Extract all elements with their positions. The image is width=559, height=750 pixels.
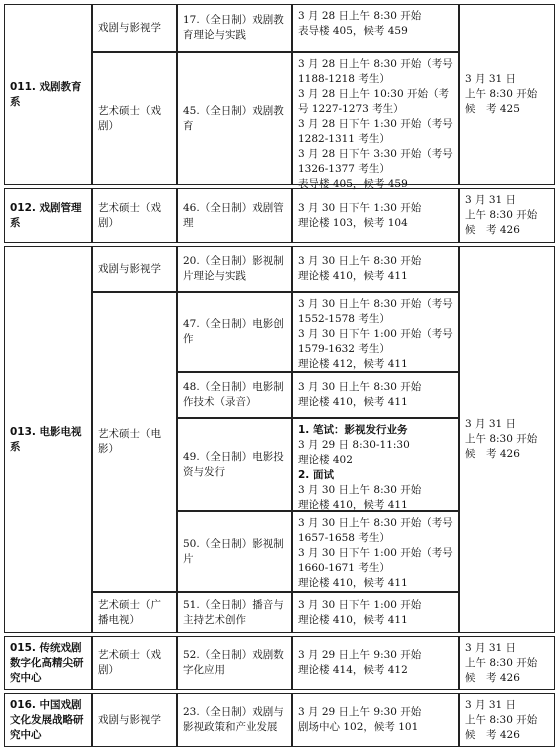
dept-cell [4, 4, 92, 185]
major-cell: 艺术硕士（戏剧） [92, 52, 177, 185]
exam-info-cell: 3 月 30 日上午 8:30 开始 理论楼 410，候考 411 [292, 246, 459, 292]
direction-cell: 47.（全日制）电影创作 [177, 292, 292, 372]
exam-info-cell: 3 月 28 日上午 8:30 开始（考号 1188-1218 考生） 3 月 28 日上午 10:30 开始（考号 1227-1273 考生） 3 月 28 日下午 1:30 开始（考号 1282-1311 考生） 3 月 28 日下午 3:30 开始（考号 1326-1377 考生） 表导楼 405，候考 459 [292, 52, 459, 185]
exam-info-cell: 3 月 28 日上午 8:30 开始 表导楼 405，候考 459 [292, 4, 459, 52]
interview-cell: 3 月 31 日 上午 8:30 开始 候 考 426 [459, 246, 555, 633]
direction-cell: 49.（全日制）电影投资与发行 [177, 418, 292, 511]
dept-cell [4, 636, 92, 690]
exam-info-cell: 3 月 30 日下午 1:30 开始 理论楼 103，候考 104 [292, 188, 459, 243]
interview-cell: 3 月 31 日 上午 8:30 开始 候 考 426 [459, 693, 555, 747]
major-cell: 艺术硕士（电影） [92, 292, 177, 592]
dept-name: 015. 传统戏剧数字化高精尖研究中心 [10, 641, 84, 684]
interview-cell: 3 月 31 日 上午 8:30 开始 候 考 426 [459, 188, 555, 243]
dept-cell [4, 246, 92, 633]
direction-cell: 51.（全日制）播音与主持艺术创作 [177, 592, 292, 633]
exam-info-cell: 1. 笔试：影视发行业务 3 月 29 日 8:30-11:30 理论楼 402 2. 面试 3 月 30 日上午 8:30 开始 理论楼 410，候考 411 [292, 418, 459, 511]
major-cell: 艺术硕士（广播电视） [92, 592, 177, 633]
direction-cell: 48.（全日制）电影制作技术（录音） [177, 372, 292, 418]
exam-info-cell: 3 月 30 日下午 1:00 开始 理论楼 410，候考 411 [292, 592, 459, 633]
direction-cell: 23.（全日制）戏剧与影视政策和产业发展 [177, 693, 292, 747]
exam-info-cell: 3 月 29 日上午 9:30 开始 理论楼 414，候考 412 [292, 636, 459, 690]
schedule-table [4, 4, 555, 747]
direction-cell: 17.（全日制）戏剧教育理论与实践 [177, 4, 292, 52]
dept-name: 013. 电影电视系 [10, 425, 82, 453]
dept-cell [4, 693, 92, 747]
dept-cell [4, 188, 92, 243]
interview-heading: 2. 面试 [298, 469, 334, 481]
major-cell: 戏剧与影视学 [92, 4, 177, 52]
interview-cell: 3 月 31 日 上午 8:30 开始 候 考 425 [459, 4, 555, 185]
direction-cell: 52.（全日制）戏剧数字化应用 [177, 636, 292, 690]
direction-cell: 46.（全日制）戏剧管理 [177, 188, 292, 243]
written-exam-heading: 1. 笔试：影视发行业务 [298, 424, 408, 436]
exam-info-cell: 3 月 30 日上午 8:30 开始（考号 1657-1658 考生） 3 月 30 日下午 1:00 开始（考号 1660-1671 考生） 理论楼 410，候考 411 [292, 511, 459, 592]
dept-name: 012. 戏剧管理系 [10, 201, 82, 229]
direction-cell: 45.（全日制）戏剧教育 [177, 52, 292, 185]
major-cell: 戏剧与影视学 [92, 246, 177, 292]
exam-info-cell: 3 月 30 日上午 8:30 开始 理论楼 410，候考 411 [292, 372, 459, 418]
interview-cell: 3 月 31 日 上午 8:30 开始 候 考 426 [459, 636, 555, 690]
major-cell: 戏剧与影视学 [92, 693, 177, 747]
exam-info-cell: 3 月 30 日上午 8:30 开始（考号 1552-1578 考生） 3 月 30 日下午 1:00 开始（考号 1579-1632 考生） 理论楼 412，候考 411 [292, 292, 459, 372]
exam-info-cell: 3 月 29 日上午 9:30 开始 剧场中心 102，候考 101 [292, 693, 459, 747]
major-cell: 艺术硕士（戏剧） [92, 636, 177, 690]
direction-cell: 50.（全日制）影视制片 [177, 511, 292, 592]
major-cell: 艺术硕士（戏剧） [92, 188, 177, 243]
dept-name: 011. 戏剧教育系 [10, 80, 82, 108]
dept-name: 016. 中国戏剧文化发展战略研究中心 [10, 698, 84, 741]
direction-cell: 20.（全日制）影视制片理论与实践 [177, 246, 292, 292]
